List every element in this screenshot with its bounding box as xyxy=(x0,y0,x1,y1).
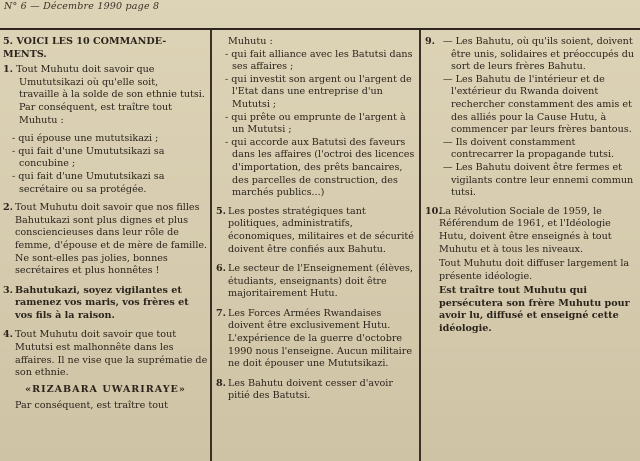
commandment-7 xyxy=(216,308,416,378)
list-item: — Les Bahutu, où qu'ils soient, doivent être unis, solidaires et préoccupés du sort de leurs frères Bahutu. xyxy=(443,36,635,73)
section-heading: 5. VOICI LES 10 COMMANDE-MENTS. xyxy=(3,36,167,60)
commandment-2 xyxy=(3,202,208,285)
commandment-number: 7. xyxy=(216,307,227,319)
continuation-text: Par conséquent, est traître tout xyxy=(15,400,169,412)
list-item: - qui fait d'une Umututsikazi sa concubine ; xyxy=(12,145,165,170)
commandment-number: 2. xyxy=(3,202,14,214)
commandment-1 xyxy=(3,64,208,196)
commandment-5 xyxy=(216,206,416,263)
line: travaille à la solde de son ethnie tutsi. xyxy=(19,89,205,101)
column-3 xyxy=(425,36,637,461)
commandment-number: 1. xyxy=(3,64,14,76)
commandment-4 xyxy=(3,329,208,381)
page-header: N° 6 — Décembre 1990 page 8 xyxy=(4,1,160,12)
commandment-number: 5. xyxy=(216,205,227,217)
list-item: - qui prête ou emprunte de l'argent à un Mututsi ; xyxy=(225,111,406,136)
commandment-3 xyxy=(3,285,208,330)
commandment-9 xyxy=(425,36,637,200)
commandment-text: La Révolution Sociale de 1959, le Référendum de 1961, et l'Idéologie Hutu, doivent être enseignés à tout Muhutu et à tous les niveaux. xyxy=(439,205,612,255)
commandment-text: Les Bahutu doivent cesser d'avoir pitié des Batutsi. xyxy=(228,377,393,402)
list-item: — Ils doivent constamment contrecarrer la propagande tutsi. xyxy=(443,136,615,161)
commandment-text-2: Tout Muhutu doit diffuser largement la présente idéologie. xyxy=(439,258,630,282)
line: Tout Muhutu doit savoir que xyxy=(16,64,155,76)
commandment-number: 4. xyxy=(3,329,14,341)
kinyarwanda-title: «RIZABARA UWARIRAYE» xyxy=(25,383,186,395)
commandment-text: Les Forces Armées Rwandaises doivent être exclusivement Hutu. L'expérience de la guerre d'octobre 1990 nous l'enseigne. Aucun militaire ne doit épouser une Mututsikazi. xyxy=(228,307,412,370)
commandment-6 xyxy=(216,263,416,308)
commandment-number: 9. xyxy=(425,36,436,47)
column-1 xyxy=(3,36,208,461)
commandment-number: 6. xyxy=(216,263,227,275)
commandment-text: Tout Muhutu doit savoir que nos filles Bahutukazi sont plus dignes et plus consciencieuses dans leur rôle de femme, d'épouse et de mère de famille. Ne sont-elles pas jolies, bonnes secrétaires et plus honnêtes ! xyxy=(15,202,208,277)
list-item: - qui fait d'une Umututsikazi sa secrétaire ou sa protégée. xyxy=(12,170,165,195)
line: Umututsikazi où qu'elle soit, xyxy=(19,76,159,88)
commandment-10 xyxy=(425,206,637,343)
commandment-text: Tout Muhutu doit savoir que tout Mututsi est malhonnête dans les affaires. Il ne vise que la suprématie de son ethnie. xyxy=(15,329,208,379)
line: Muhutu : xyxy=(19,114,64,126)
commandment-number: 10. xyxy=(425,205,442,217)
commandment-text-3: Est traître tout Muhutu qui persécutera son frère Muhutu pour avoir lu, diffusé et enseigné cette idéologie. xyxy=(439,285,630,335)
commandment-text: Le secteur de l'Enseignement (élèves, étudiants, enseignants) doit être majoritairement Hutu. xyxy=(228,263,413,300)
commandment-number: 3. xyxy=(3,284,14,296)
list-item: — Les Bahutu de l'intérieur et de l'extérieur du Rwanda doivent rechercher constamment des amis et des alliés pour la Cause Hutu, à commencer par leurs frères bantous. xyxy=(443,73,632,136)
line: Par conséquent, est traître tout xyxy=(19,101,173,113)
column-divider-1 xyxy=(210,30,212,461)
column-2 xyxy=(216,36,416,461)
list-item: — Les Bahutu doivent être fermes et vigilants contre leur ennemi commun tutsi. xyxy=(443,161,634,199)
list-item: - qui accorde aux Batutsi des faveurs dans les affaires (l'octroi des licences d'importation, des prêts bancaires, des parcelles de construction, des marchés publics...) xyxy=(225,136,415,199)
commandment-number: 8. xyxy=(216,377,227,389)
continuation-lead: Muhutu : xyxy=(228,36,273,47)
list-item: - qui investit son argent ou l'argent de l'Etat dans une entreprise d'un Mututsi ; xyxy=(225,73,412,110)
list-item: - qui fait alliance avec les Batutsi dans ses affaires ; xyxy=(225,48,413,73)
top-rule xyxy=(0,28,640,30)
commandment-text: Bahutukazi, soyez vigilantes et ramenez vos maris, vos frères et vos fils à la raison. xyxy=(15,284,189,321)
column-divider-2 xyxy=(419,30,421,461)
commandment-8 xyxy=(216,378,416,410)
list-item: - qui épouse une mututsikazi ; xyxy=(12,133,159,145)
commandment-text: Les postes stratégiques tant politiques, administratifs, économiques, militaires et de sécurité doivent être confiés aux Bahutu. xyxy=(228,205,414,255)
